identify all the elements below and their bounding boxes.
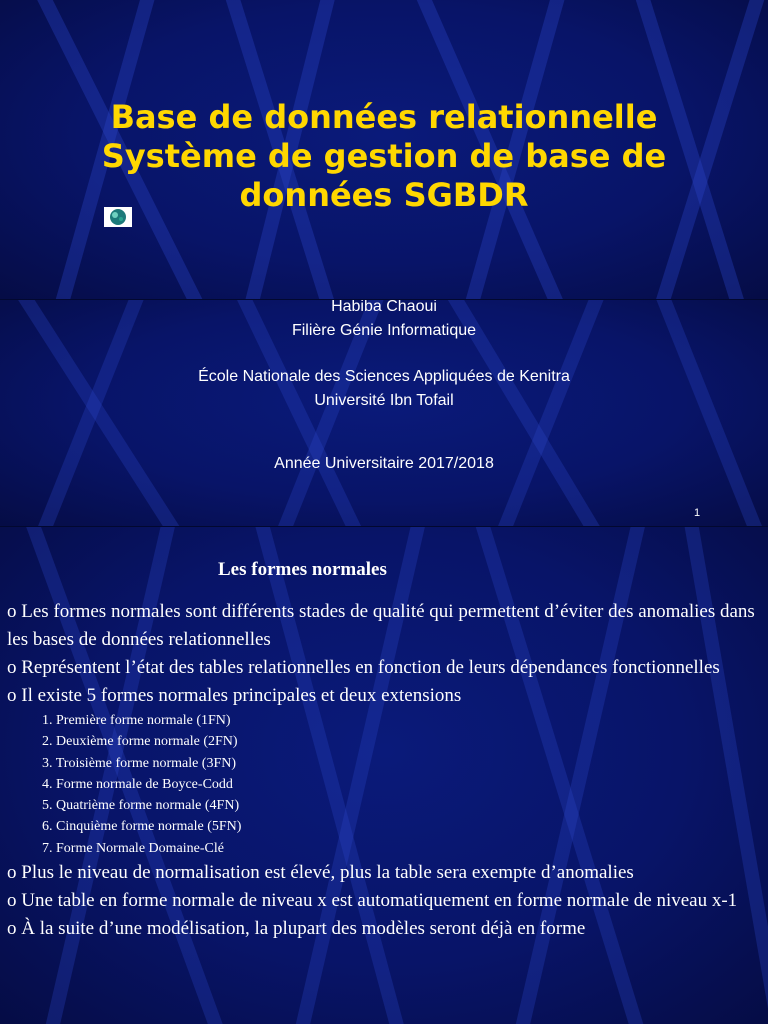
list-item: 1. Première forme normale (1FN) <box>42 713 231 728</box>
bullet-item: o Plus le niveau de normalisation est élevé, plus la table sera exempte d’anomalies <box>7 862 634 884</box>
title-line-2: Système de gestion de base de <box>101 137 667 175</box>
bullet-item: o À la suite d’une modélisation, la plupart des modèles seront déjà en forme <box>7 918 586 940</box>
slide-title <box>0 98 768 215</box>
bullet-item: o Une table en forme normale de niveau x est automatiquement en forme normale de niveau x-1 <box>7 890 738 912</box>
section-title: Les formes normales <box>218 559 387 580</box>
school-name: École Nationale des Sciences Appliquées de Kenitra <box>198 368 570 385</box>
list-item: 5. Quatrième forme normale (4FN) <box>42 798 240 814</box>
content-slide <box>0 527 768 1024</box>
list-item: 4. Forme normale de Boyce-Codd <box>42 776 233 792</box>
list-item: 6. Cinquième forme normale (5FN) <box>42 819 242 835</box>
title-line-1: Base de données relationnelle <box>110 98 658 136</box>
author-block <box>0 300 768 343</box>
normal-forms-list <box>7 710 765 859</box>
department: Filière Génie Informatique <box>291 322 477 339</box>
page-number: 1 <box>694 507 701 519</box>
bullet-item: o Représentent l’état des tables relationnelles en fonction de leurs dépendances fonctionnelles <box>7 657 720 678</box>
bullet-item: o Il existe 5 formes normales principales et deux extensions <box>7 685 462 706</box>
institution-block <box>0 365 768 413</box>
list-item: 7. Forme Normale Domaine-Clé <box>42 840 224 856</box>
title-slide <box>0 0 768 300</box>
academic-year: Année Universitaire 2017/2018 <box>274 455 494 472</box>
author-slide <box>0 300 768 527</box>
year-block <box>0 452 768 476</box>
list-item: 3. Troisième forme normale (3FN) <box>42 755 237 771</box>
title-line-3: données SGBDR <box>239 176 529 214</box>
university-name: Université Ibn Tofail <box>314 392 454 409</box>
author-name: Habiba Chaoui <box>331 300 437 315</box>
bullet-list <box>7 598 765 943</box>
list-item: 2. Deuxième forme normale (2FN) <box>42 734 238 750</box>
bullet-item: o Les formes normales sont différents stades de qualité qui permettent d’éviter des anomalies dans les bases de données relationnelles <box>7 601 755 650</box>
globe-logo-icon <box>103 205 133 229</box>
